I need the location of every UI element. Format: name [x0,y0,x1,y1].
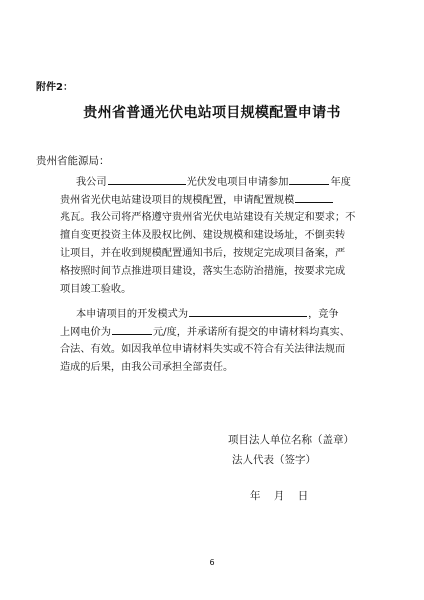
paragraph-line [60,323,384,341]
signature-legal-rep: 法人代表（签字） [232,454,316,466]
text-segment: 光伏发电项目申请参加 [186,177,289,188]
paragraph-line [60,305,384,323]
paragraph-line: 让项目，并在收到规模配置通知书后，按规定完成项目备案，严 [60,248,346,259]
electricity-price-blank [112,323,152,335]
paragraph-line [60,209,384,227]
document-title: 贵州省普通光伏电站项目规模配置申请书 [83,105,341,121]
text-segment: 瓦。我公司将严格遵守贵州省光伏电站建设有关规定和要求；不 [70,212,356,223]
year-blank [289,173,329,185]
text-segment: 兆 [60,212,71,223]
paragraph-line: 擅自变更投资主体及股权比例、建设规模和建设场址，不倒卖转 [60,230,346,241]
text-segment: 本申请项目的开发模式为 [76,309,189,320]
paragraph-line: 格按照时间节点推进项目建设，落实生态防治措施，按要求完成 [60,266,346,277]
development-mode-blank [189,305,307,317]
text-segment: 元/度，并承诺所有提交的申请材料均真实、 [152,327,350,338]
commitment-paragraph [60,173,384,299]
declaration-paragraph [60,305,384,377]
paragraph-line [60,173,384,191]
page-number: 6 [209,558,215,567]
paragraph-line: 造成的后果，由我公司承担全部责任。 [60,362,234,373]
paragraph-line: 贵州省光伏电站建设项目的规模配置，申请配置规模 [60,191,384,209]
text-segment: 年度 [330,177,351,188]
paragraph-line: 项目竣工验收。 [60,284,132,295]
text-segment: 上网电价为 [60,327,111,338]
signature-date: 年 月 日 [250,490,309,502]
capacity-blank [295,191,333,203]
attachment-label: 附件2： [36,82,73,93]
salutation: 贵州省能源局： [36,155,110,167]
paragraph-line: 合法、有效。如因我单位申请材料失实或不符合有关法律法规而 [60,344,346,355]
text-segment: 我公司 [76,177,107,188]
signature-unit-name: 项目法人单位名称（盖章） [228,434,354,446]
company-name-blank [108,173,186,185]
text-segment: ，竞争 [308,309,339,320]
